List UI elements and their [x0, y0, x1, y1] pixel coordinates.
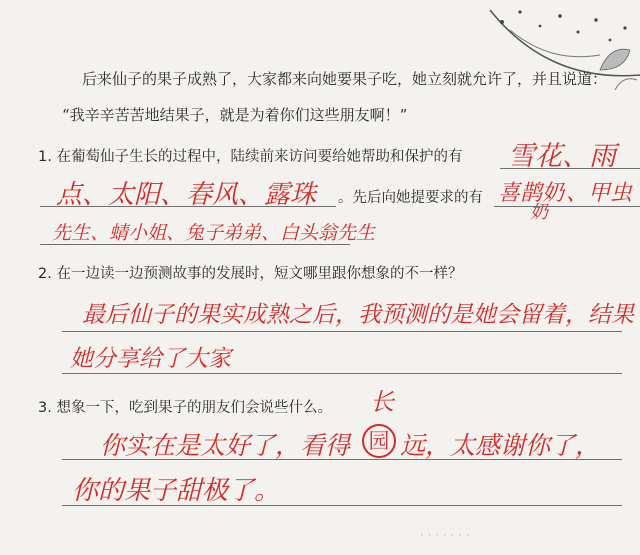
q1-answer-d: 先生、蜻小姐、兔子弟弟、白头翁先生	[52, 222, 376, 244]
q1-mid-text: 。先后向她提要求的有	[338, 190, 483, 206]
passage-line-2: “我辛辛苦苦地结果子，就是为着你们这些朋友啊！”	[62, 106, 408, 124]
question-3-prompt: 3. 想象一下，吃到果子的朋友们会说些什么。	[38, 400, 332, 416]
corner-illustration-icon	[450, 0, 640, 110]
q1-answer-c3: 、甲虫	[566, 181, 633, 206]
q1-line-d	[40, 244, 350, 245]
q2-answer-line-1: 最后仙子的果实成熟之后，我预测的是她会留着，结果	[82, 302, 634, 328]
q1-line-b	[40, 206, 336, 207]
passage-line-1: 后来仙子的果子成熟了，大家都来向她要果子吃，她立刻就允许了，并且说道：	[82, 70, 608, 88]
q2-line-1	[62, 331, 622, 332]
q1-answer-c2: 奶	[530, 202, 548, 223]
q1-answer-a: 雪花、雨	[508, 141, 616, 172]
q3-line-1	[62, 459, 622, 460]
q3-circled-error: 园	[362, 424, 396, 458]
q3-answer-line-1b: 远，太感谢你了，	[400, 431, 601, 460]
q3-answer-line-2: 你的果子甜极了。	[72, 476, 281, 506]
q3-answer-line-1: 你实在是太好了，看得	[100, 431, 351, 460]
q1-answer-b: 点、太阳、春风、露珠	[56, 180, 317, 210]
q1-line-a	[500, 168, 640, 169]
bleed-through-mark: · · · · · · ·	[420, 528, 470, 542]
question-2-prompt: 2. 在一边读一边预测故事的发展时，短文哪里跟你想象的不一样？	[38, 266, 463, 282]
q3-line-2	[62, 505, 622, 506]
q2-line-2	[62, 373, 622, 374]
q2-answer-line-2: 她分享给了大家	[70, 346, 231, 372]
q3-correction-mark: 长	[370, 388, 394, 416]
q1-line-c	[494, 206, 640, 207]
q1-answer-c: 喜鹊奶	[498, 181, 565, 206]
question-1-prompt: 1. 在葡萄仙子生长的过程中，陆续前来访问要给她帮助和保护的有	[38, 149, 463, 165]
